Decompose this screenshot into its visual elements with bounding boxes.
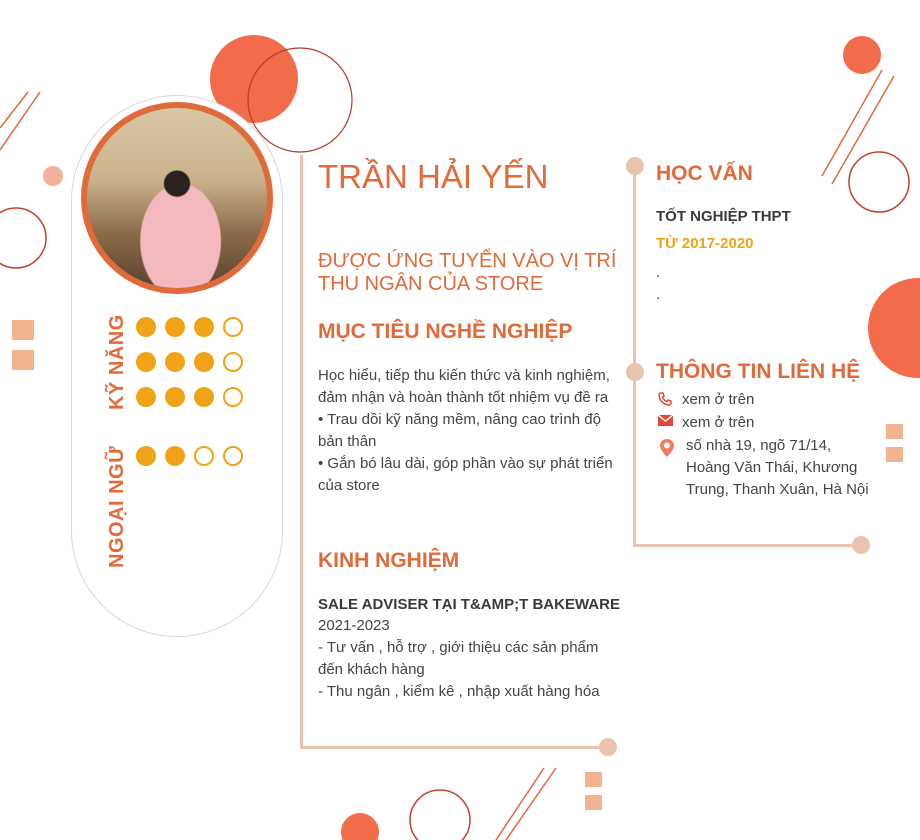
rating-dot bbox=[223, 446, 243, 466]
rating-dot bbox=[165, 446, 185, 466]
rating-dot bbox=[194, 387, 214, 407]
main-timeline-line bbox=[300, 155, 303, 749]
rating-dot bbox=[165, 387, 185, 407]
rating-dot bbox=[165, 352, 185, 372]
mail-icon bbox=[656, 412, 674, 426]
rating-dot bbox=[223, 387, 243, 407]
email-value: xem ở trên bbox=[682, 414, 755, 431]
rating-dot bbox=[194, 352, 214, 372]
skill-rating-2 bbox=[136, 352, 243, 372]
rating-dot bbox=[223, 317, 243, 337]
deco-square bbox=[585, 795, 602, 810]
phone-icon bbox=[656, 389, 674, 406]
deco-line bbox=[506, 768, 556, 840]
deco-circle-filled bbox=[43, 166, 63, 186]
education-degree: TỐT NGHIỆP THPT bbox=[656, 208, 791, 225]
side-timeline-line bbox=[633, 544, 861, 547]
timeline-dot bbox=[852, 536, 870, 554]
deco-circle-outline bbox=[410, 790, 470, 840]
candidate-name: TRẦN HẢI YẾN bbox=[318, 158, 549, 195]
side-timeline-line bbox=[633, 170, 636, 547]
education-heading: HỌC VẤN bbox=[656, 162, 753, 185]
deco-square bbox=[886, 424, 903, 439]
deco-line bbox=[822, 70, 882, 176]
deco-circle-filled bbox=[843, 36, 881, 74]
deco-line bbox=[832, 76, 894, 184]
deco-square bbox=[585, 772, 602, 787]
rating-dot bbox=[136, 387, 156, 407]
skill-rating-1 bbox=[136, 317, 243, 337]
avatar bbox=[81, 102, 273, 294]
rating-dot bbox=[136, 317, 156, 337]
rating-dot bbox=[194, 317, 214, 337]
experience-heading: KINH NGHIỆM bbox=[318, 549, 460, 572]
main-timeline-line bbox=[300, 746, 606, 749]
deco-square bbox=[886, 447, 903, 462]
rating-dot bbox=[223, 352, 243, 372]
skill-rating-3 bbox=[136, 387, 243, 407]
contact-heading: THÔNG TIN LIÊN HỆ bbox=[656, 360, 861, 383]
rating-dot bbox=[194, 446, 214, 466]
deco-line bbox=[0, 92, 28, 128]
contact-phone bbox=[656, 389, 754, 411]
career-goal-heading: MỤC TIÊU NGHỀ NGHIỆP bbox=[318, 320, 573, 343]
education-notes: . . bbox=[656, 264, 661, 303]
target-position: ĐƯỢC ỨNG TUYỂN VÀO VỊ TRÍ THU NGÂN CỦA STORE bbox=[318, 250, 617, 295]
education-years: TỪ 2017-2020 bbox=[656, 235, 754, 252]
deco-circle-outline bbox=[849, 152, 909, 212]
deco-square bbox=[12, 350, 34, 370]
career-goal-text: Học hiểu, tiếp thu kiến thức và kinh nghiệm, đảm nhận và hoàn thành tốt nhiệm vụ đề ra • Trau dồi kỹ năng mềm, nâng cao trình độ bản thân • Gắn bó lâu dài, góp phần vào sự phát triển của store bbox=[318, 367, 613, 494]
job-title: SALE ADVISER TẠI T&AMP;T BAKEWARE bbox=[318, 596, 620, 613]
contact-address bbox=[656, 435, 871, 501]
contact-email bbox=[656, 412, 754, 434]
language-rating-1 bbox=[136, 446, 243, 466]
rating-dot bbox=[165, 317, 185, 337]
location-pin-icon bbox=[656, 435, 678, 458]
phone-value: xem ở trên bbox=[682, 391, 755, 408]
timeline-dot bbox=[599, 738, 617, 756]
deco-square bbox=[12, 320, 34, 340]
job-details: 2021-2023 - Tư vấn , hỗ trợ , giới thiệu các sản phẩm đến khách hàng - Thu ngân , kiểm kê , nhập xuất hàng hóa bbox=[318, 617, 600, 700]
deco-circle-outline bbox=[0, 208, 46, 268]
skills-label: KỸ NĂNG bbox=[106, 314, 128, 410]
rating-dot bbox=[136, 446, 156, 466]
languages-label: NGOẠI NGỮ bbox=[106, 445, 128, 568]
deco-circle-filled bbox=[341, 813, 379, 840]
deco-line bbox=[496, 768, 544, 840]
address-value: số nhà 19, ngõ 71/14, Hoàng Văn Thái, Khương Trung, Thanh Xuân, Hà Nội bbox=[686, 437, 869, 498]
deco-circle-filled bbox=[868, 278, 920, 378]
rating-dot bbox=[136, 352, 156, 372]
